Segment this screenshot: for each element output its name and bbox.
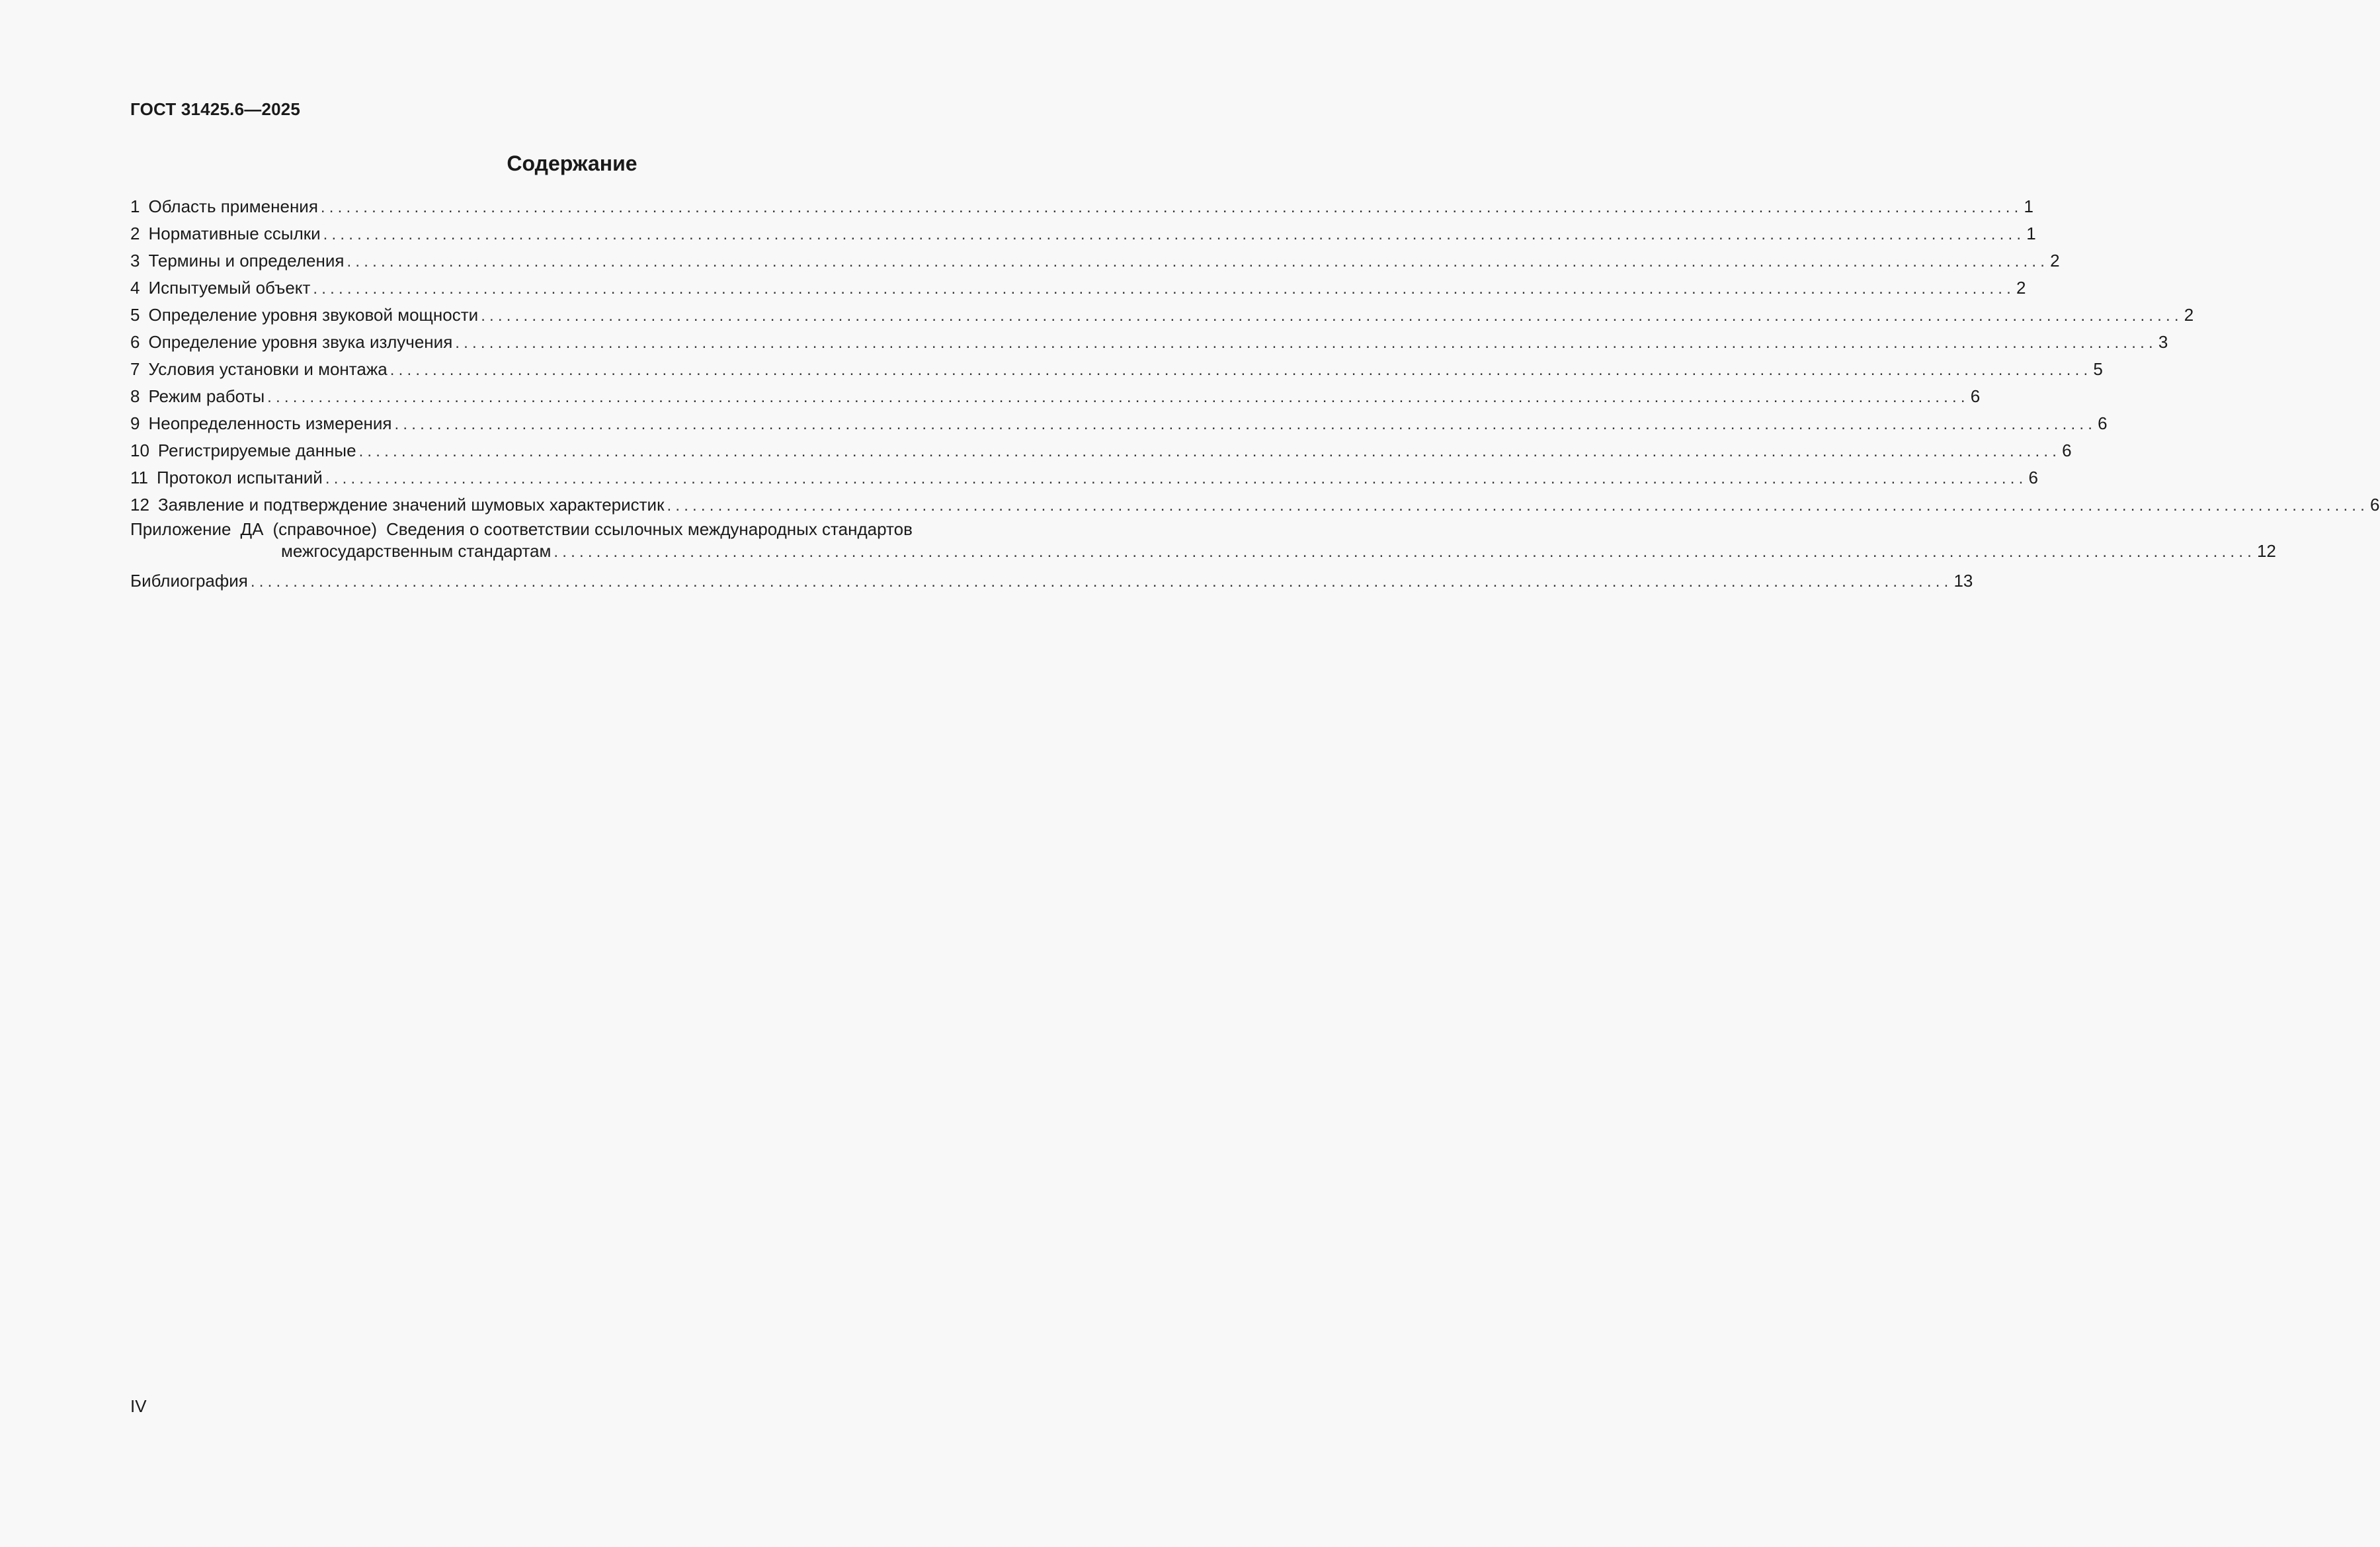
dot-leader: ........................................................................................................................................................................................................ <box>390 361 2092 379</box>
toc-entry-number: 7 <box>130 359 140 379</box>
toc-entry-number: 8 <box>130 386 140 406</box>
toc-entry-page: 5 <box>2092 356 2102 383</box>
toc-entry-text: Термины и определения <box>148 251 345 271</box>
toc-entry[interactable] <box>130 193 2033 220</box>
toc-entry-number: 6 <box>130 332 140 352</box>
dot-leader: ........................................................................................................................................................................................................ <box>667 497 2369 515</box>
annex-page: 12 <box>2256 541 2276 561</box>
toc-entry-label <box>130 383 267 410</box>
document-code: ГОСТ 31425.6—2025 <box>130 99 301 119</box>
toc-entry-page: 2 <box>2049 247 2059 274</box>
toc-entry[interactable] <box>130 302 2194 329</box>
bibliography-label: Библиография <box>130 567 251 595</box>
toc-entry-page: 3 <box>2157 329 2168 356</box>
dot-leader: ........................................................................................................................................................................................................ <box>455 334 2157 352</box>
toc-entry-text: Заявление и подтверждение значений шумовых характеристик <box>157 495 665 515</box>
toc-entry-text: Регистрируемые данные <box>157 440 356 460</box>
toc-entry-page: 6 <box>2027 464 2037 491</box>
toc-entry-text: Испытуемый объект <box>148 278 311 298</box>
toc-entry-label <box>130 329 455 356</box>
annex-title-line2: межгосударственным стандартам <box>281 540 554 562</box>
toc-title: Содержание <box>507 151 637 175</box>
toc-entry-number: 11 <box>130 468 148 487</box>
toc-entry-text: Область применения <box>148 196 318 216</box>
toc-entry-page: 2 <box>2183 302 2194 329</box>
toc-entry-page: 6 <box>1969 383 1980 410</box>
toc-entry[interactable] <box>130 437 2072 464</box>
dot-leader: ........................................................................................................................................................................................................ <box>481 307 2183 325</box>
toc-entry-label <box>130 491 667 519</box>
toc-entry-bibliography[interactable] <box>130 567 1973 595</box>
annex-title-line1: Сведения о соответствии ссылочных международных стандартов <box>386 519 913 539</box>
toc-entry-label <box>130 302 481 329</box>
toc-entry[interactable] <box>130 220 2036 247</box>
dot-leader: ........................................................................................................................................................................................................ <box>358 442 2061 460</box>
toc-entry-page: 6 <box>2096 410 2107 437</box>
toc-entry-annex[interactable] <box>130 519 2276 567</box>
dot-leader: ........................................................................................................................................................................................................ <box>267 388 1969 406</box>
toc-entry[interactable] <box>130 356 2103 383</box>
annex-second-line <box>130 540 2276 567</box>
toc-entry-label <box>130 193 321 220</box>
toc-entry-text: Режим работы <box>148 386 265 406</box>
toc-entry[interactable] <box>130 491 2380 519</box>
annex-kind: (справочное) <box>272 519 378 539</box>
toc-entry-text: Нормативные ссылки <box>148 224 321 243</box>
toc-entry-number: 9 <box>130 413 140 433</box>
toc-entry-page: 1 <box>2025 220 2035 247</box>
dot-leader: ........................................................................................................................................................................................................ <box>325 470 2028 487</box>
toc-entry-page: 6 <box>2369 491 2379 519</box>
toc-entry-number: 3 <box>130 251 140 271</box>
table-of-contents <box>130 193 2380 595</box>
page-number: IV <box>130 1396 147 1416</box>
toc-entry[interactable] <box>130 247 2060 274</box>
annex-letter: ДА <box>240 519 264 539</box>
toc-entry-page: 6 <box>2061 437 2071 464</box>
toc-entry-page: 1 <box>2023 193 2033 220</box>
toc-entry-number: 10 <box>130 440 149 460</box>
toc-entry-number: 2 <box>130 224 140 243</box>
toc-entry-text: Неопределенность измерения <box>148 413 392 433</box>
toc-entry[interactable] <box>130 464 2038 491</box>
toc-entry-label <box>130 464 325 491</box>
annex-heading-line <box>130 519 1015 540</box>
bibliography-page: 13 <box>1952 567 1973 595</box>
toc-entry[interactable] <box>130 274 2026 302</box>
toc-entry[interactable] <box>130 329 2168 356</box>
toc-entry-number: 5 <box>130 305 140 325</box>
toc-entry-page: 2 <box>2015 274 2026 302</box>
toc-entry-label <box>130 220 323 247</box>
dot-leader: ........................................................................................................................................................................................................ <box>250 573 1953 591</box>
toc-entry[interactable] <box>130 410 2108 437</box>
toc-entry-text: Протокол испытаний <box>157 468 323 487</box>
toc-entry-label <box>130 274 313 302</box>
toc-entry-number: 4 <box>130 278 140 298</box>
toc-entry[interactable] <box>130 383 1981 410</box>
toc-entry-label <box>130 410 395 437</box>
toc-entry-number: 1 <box>130 196 140 216</box>
toc-entry-text: Определение уровня звуковой мощности <box>148 305 479 325</box>
toc-entry-label <box>130 356 390 383</box>
dot-leader: ........................................................................................................................................................................................................ <box>320 198 2023 216</box>
dot-leader: ........................................................................................................................................................................................................ <box>394 415 2097 433</box>
dot-leader: ........................................................................................................................................................................................................ <box>313 280 2015 298</box>
toc-entry-text: Условия установки и монтажа <box>148 359 388 379</box>
toc-entry-text: Определение уровня звука излучения <box>148 332 453 352</box>
dot-leader: ........................................................................................................................................................................................................ <box>323 226 2026 243</box>
toc-entry-label <box>130 437 359 464</box>
dot-leader: ........................................................................................................................................................................................................ <box>554 543 2256 561</box>
toc-entry-number: 12 <box>130 495 149 515</box>
annex-prefix: Приложение <box>130 519 231 539</box>
toc-entry-label <box>130 247 347 274</box>
dot-leader: ........................................................................................................................................................................................................ <box>347 253 2049 271</box>
